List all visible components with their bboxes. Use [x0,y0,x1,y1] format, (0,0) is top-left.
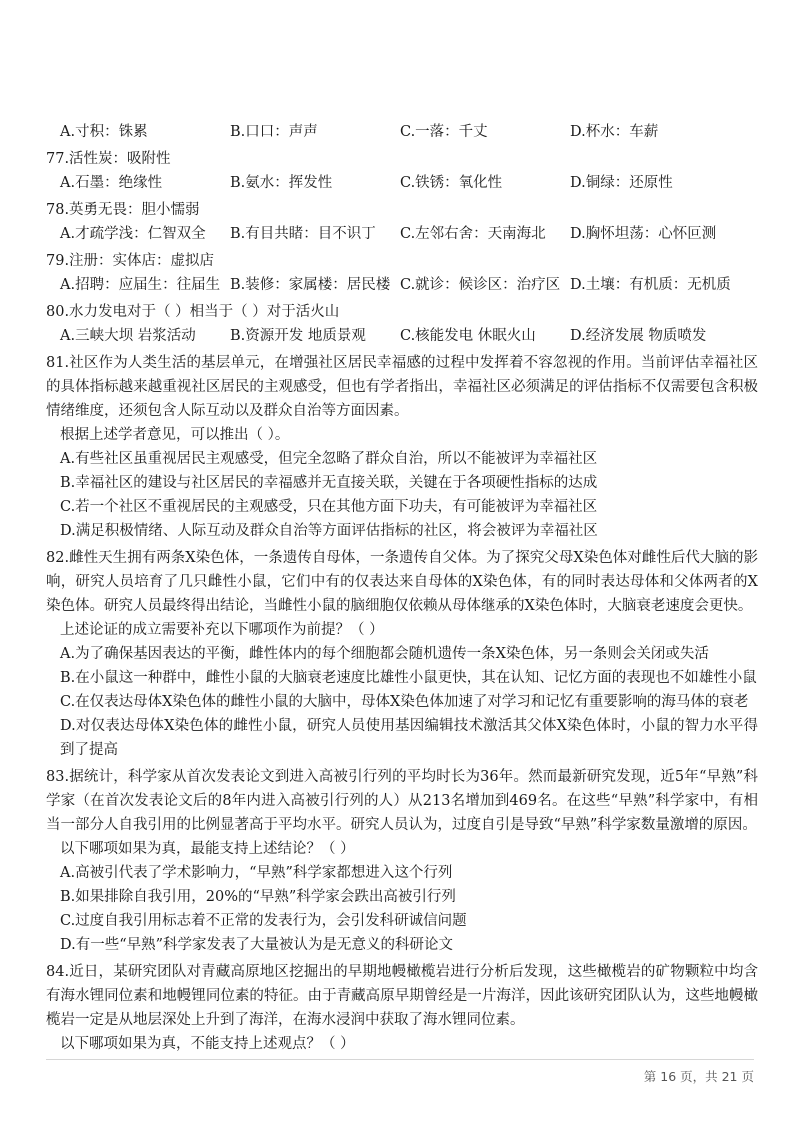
q82-option-b: B.在小鼠这一种群中，雌性小鼠的大脑衰老速度比雄性小鼠更快，其在认知、记忆方面的表现也不如雄性小鼠 [60,670,757,686]
q80-option-d: D.经济发展 物质喷发 [570,328,707,344]
q82-stem: 82.雌性天生拥有两条X染色体，一条遗传自母体，一条遗传自父体。为了探究父母X染色体对雌性后代大脑的影响，研究人员培育了几只雌性小鼠，它们中有的仅表达来自母体的X染色体，有的同时表达母体和父体两者的X染色体。研究人员最终得出结论，当雌性小鼠的脑细胞仅依赖从母体继承的X染色体时，大脑衰老速度会更快。 [46,550,758,614]
q79-option-b: B.装修：家属楼：居民楼 [230,277,391,293]
page-content [46,120,758,1056]
q76-option-b: B.口口：声声 [230,124,318,140]
q76-option-a: A.寸积：铢累 [60,124,148,140]
q82-option-a: A.为了确保基因表达的平衡，雌性体内的每个细胞都会随机遗传一条X染色体，另一条则会关闭或失活 [60,646,709,662]
q81-option-a: A.有些社区虽重视居民主观感受，但完全忽略了群众自治，所以不能被评为幸福社区 [60,451,598,467]
q77-options [46,171,758,195]
q78-stem: 78.英勇无畏：胆小懦弱 [46,202,200,218]
q82-option-d: D.对仅表达母体X染色体的雌性小鼠，研究人员使用基因编辑技术激活其父体X染色体时，小鼠的智力水平得到了提高 [60,718,758,758]
q77-stem: 77.活性炭：吸附性 [46,151,171,167]
q78-option-a: A.才疏学浅：仁智双全 [60,226,206,242]
q83-question: 以下哪项如果为真，最能支持上述结论？（ ） [60,841,355,857]
q84-question: 以下哪项如果为真，不能支持上述观点？（ ） [60,1036,355,1052]
q77-option-a: A.石墨：绝缘性 [60,175,163,191]
q82-question: 上述论证的成立需要补充以下哪项作为前提？（ ） [60,622,384,638]
q79-option-d: D.土壤：有机质：无机质 [570,277,731,293]
q83-option-d: D.有一些“早熟”科学家发表了大量被认为是无意义的科研论文 [60,937,454,953]
q79-option-c: C.就诊：候诊区：治疗区 [400,277,561,293]
q84-stem: 84.近日，某研究团队对青藏高原地区挖掘出的早期地幔橄榄岩进行分析后发现，这些橄榄岩的矿物颗粒中均含有海水锂同位素和地幔锂同位素的特征。由于青藏高原早期曾经是一片海洋，因此该研究团队认为，这些地幔橄榄岩一定是从地层深处上升到了海洋，在海水浸润中获取了海水锂同位素。 [46,964,758,1028]
q79-options [46,273,758,297]
q76-options [46,120,758,144]
q81-option-b: B.幸福社区的建设与社区居民的幸福感并无直接关联，关键在于各项硬性指标的达成 [60,475,598,491]
q76-option-c: C.一落：千丈 [400,124,488,140]
q79-option-a: A.招聘：应届生：往届生 [60,277,221,293]
q78-options [46,222,758,246]
q80-option-a: A.三峡大坝 岩浆活动 [60,328,196,344]
q81-option-d: D.满足积极情绪、人际互动及群众自治等方面评估指标的社区，将会被评为幸福社区 [60,523,598,539]
q80-option-c: C.核能发电 休眠火山 [400,328,536,344]
q80-stem: 80.水力发电对于（ ）相当于（ ）对于活火山 [46,304,340,320]
q76-option-d: D.杯水：车薪 [570,124,659,140]
q83-option-c: C.过度自我引用标志着不正常的发表行为，会引发科研诚信问题 [60,913,467,929]
q80-option-b: B.资源开发 地质景观 [230,328,366,344]
q82-option-c: C.在仅表达母体X染色体的雌性小鼠的大脑中，母体X染色体加速了对学习和记忆有重要影响的海马体的衰老 [60,694,749,710]
q83-option-b: B.如果排除自我引用，20%的“早熟”科学家会跌出高被引行列 [60,889,456,905]
q81-question: 根据上述学者意见，可以推出（ ）。 [60,427,290,443]
q80-options [46,324,758,348]
q83-stem: 83.据统计，科学家从首次发表论文到进入高被引行列的平均时长为36年。然而最新研究发现，近5年“早熟”科学家（在首次发表论文后的8年内进入高被引行列的人）从213名增加到469名。在这些“早熟”科学家中，有相当一部分人自我引用的比例显著高于平均水平。研究人员认为，过度自引是导致“早熟”科学家数量激增的原因。 [46,769,758,833]
q77-option-b: B.氨水：挥发性 [230,175,333,191]
footer-divider [46,1059,754,1060]
q79-stem: 79.注册：实体店：虚拟店 [46,253,215,269]
page-number: 第 16 页，共 21 页 [643,1069,754,1084]
q77-option-c: C.铁锈：氧化性 [400,175,503,191]
q81-stem: 81.社区作为人类生活的基层单元，在增强社区居民幸福感的过程中发挥着不容忽视的作用。当前评估幸福社区的具体指标越来越重视社区居民的主观感受，但也有学者指出，幸福社区必须满足的评估指标不仅需要包含积极情绪维度，还须包含人际互动以及群众自治等方面因素。 [46,355,758,419]
q78-option-c: C.左邻右舍：天南海北 [400,226,546,242]
q83-option-a: A.高被引代表了学术影响力，“早熟”科学家都想进入这个行列 [60,865,453,881]
q78-option-b: B.有目共睹：目不识丁 [230,226,376,242]
q81-option-c: C.若一个社区不重视居民的主观感受，只在其他方面下功夫，有可能被评为幸福社区 [60,499,598,515]
q78-option-d: D.胸怀坦荡：心怀叵测 [570,226,717,242]
q77-option-d: D.铜绿：还原性 [570,175,673,191]
